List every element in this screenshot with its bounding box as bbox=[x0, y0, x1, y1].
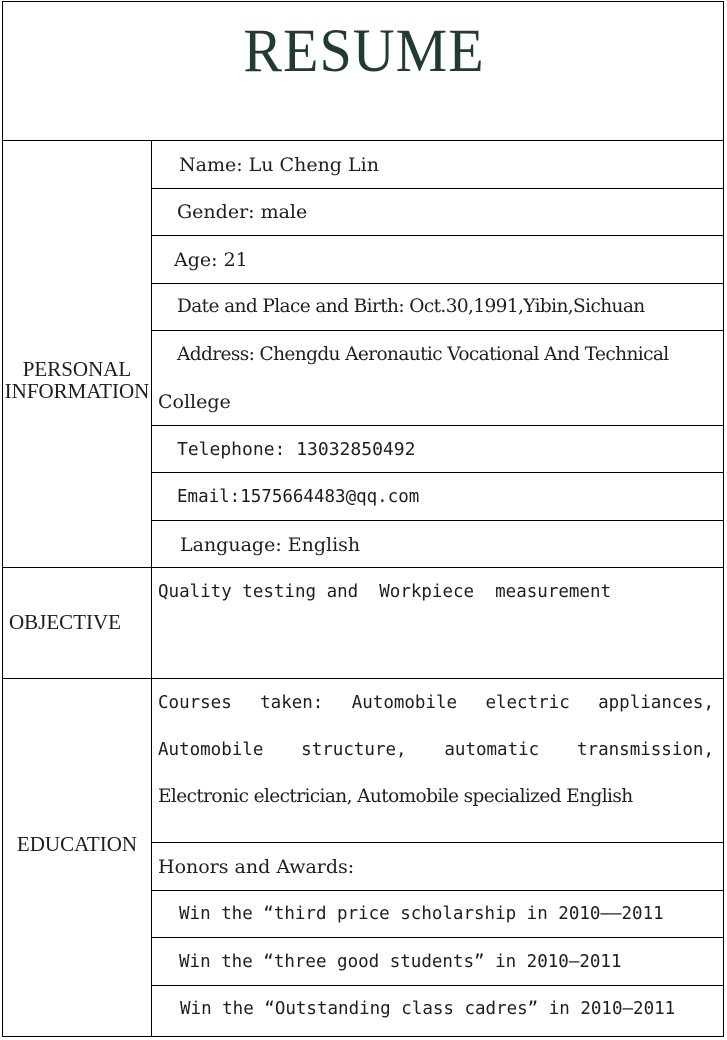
divider bbox=[151, 188, 723, 189]
award-item: Win the “three good students” in 2010—2011 bbox=[179, 952, 622, 972]
divider bbox=[151, 283, 723, 284]
education-label: EDUCATION bbox=[16, 832, 138, 856]
courses-line1: Courses taken: Automobile electric appliances, bbox=[158, 693, 714, 713]
award-item: Win the “third price scholarship in 2010——2011 bbox=[179, 904, 664, 924]
divider bbox=[3, 567, 723, 568]
divider bbox=[151, 520, 723, 521]
page-title: RESUME bbox=[243, 16, 485, 85]
award-item: Win the “Outstanding class cadres” in 2010—2011 bbox=[180, 999, 676, 1019]
divider bbox=[151, 330, 723, 331]
email-field: Email:1575664483@qq.com bbox=[177, 487, 420, 507]
divider bbox=[151, 235, 723, 236]
divider bbox=[151, 472, 723, 473]
column-divider bbox=[151, 140, 152, 1036]
age-field: Age: 21 bbox=[174, 249, 248, 271]
gender-field: Gender: male bbox=[177, 201, 308, 223]
divider bbox=[151, 937, 723, 938]
honors-heading: Honors and Awards: bbox=[158, 856, 355, 878]
resume-table bbox=[2, 1, 724, 1037]
telephone-field: Telephone: 13032850492 bbox=[177, 439, 416, 460]
personal-label-line1: PERSONAL bbox=[22, 357, 132, 381]
divider bbox=[3, 678, 723, 679]
name-field: Name: Lu Cheng Lin bbox=[179, 154, 379, 176]
divider bbox=[3, 140, 723, 141]
divider bbox=[151, 425, 723, 426]
personal-label-line2: INFORMATION bbox=[4, 379, 150, 403]
objective-label: OBJECTIVE bbox=[9, 610, 121, 634]
courses-line3: Electronic electrician, Automobile specialized English bbox=[158, 786, 633, 807]
address-field-line1: Address: Chengdu Aeronautic Vocational And Technical bbox=[177, 344, 669, 365]
personal-information-label bbox=[3, 358, 151, 402]
objective-text: Quality testing and Workpiece measurement bbox=[158, 582, 612, 602]
divider bbox=[151, 890, 723, 891]
divider bbox=[151, 842, 723, 843]
address-field-line2: College bbox=[158, 391, 231, 413]
divider bbox=[151, 985, 723, 986]
courses-line2: Automobile structure, automatic transmission, bbox=[158, 740, 714, 760]
language-field: Language: English bbox=[180, 534, 361, 556]
birth-field: Date and Place and Birth: Oct.30,1991,Yibin,Sichuan bbox=[177, 296, 645, 317]
